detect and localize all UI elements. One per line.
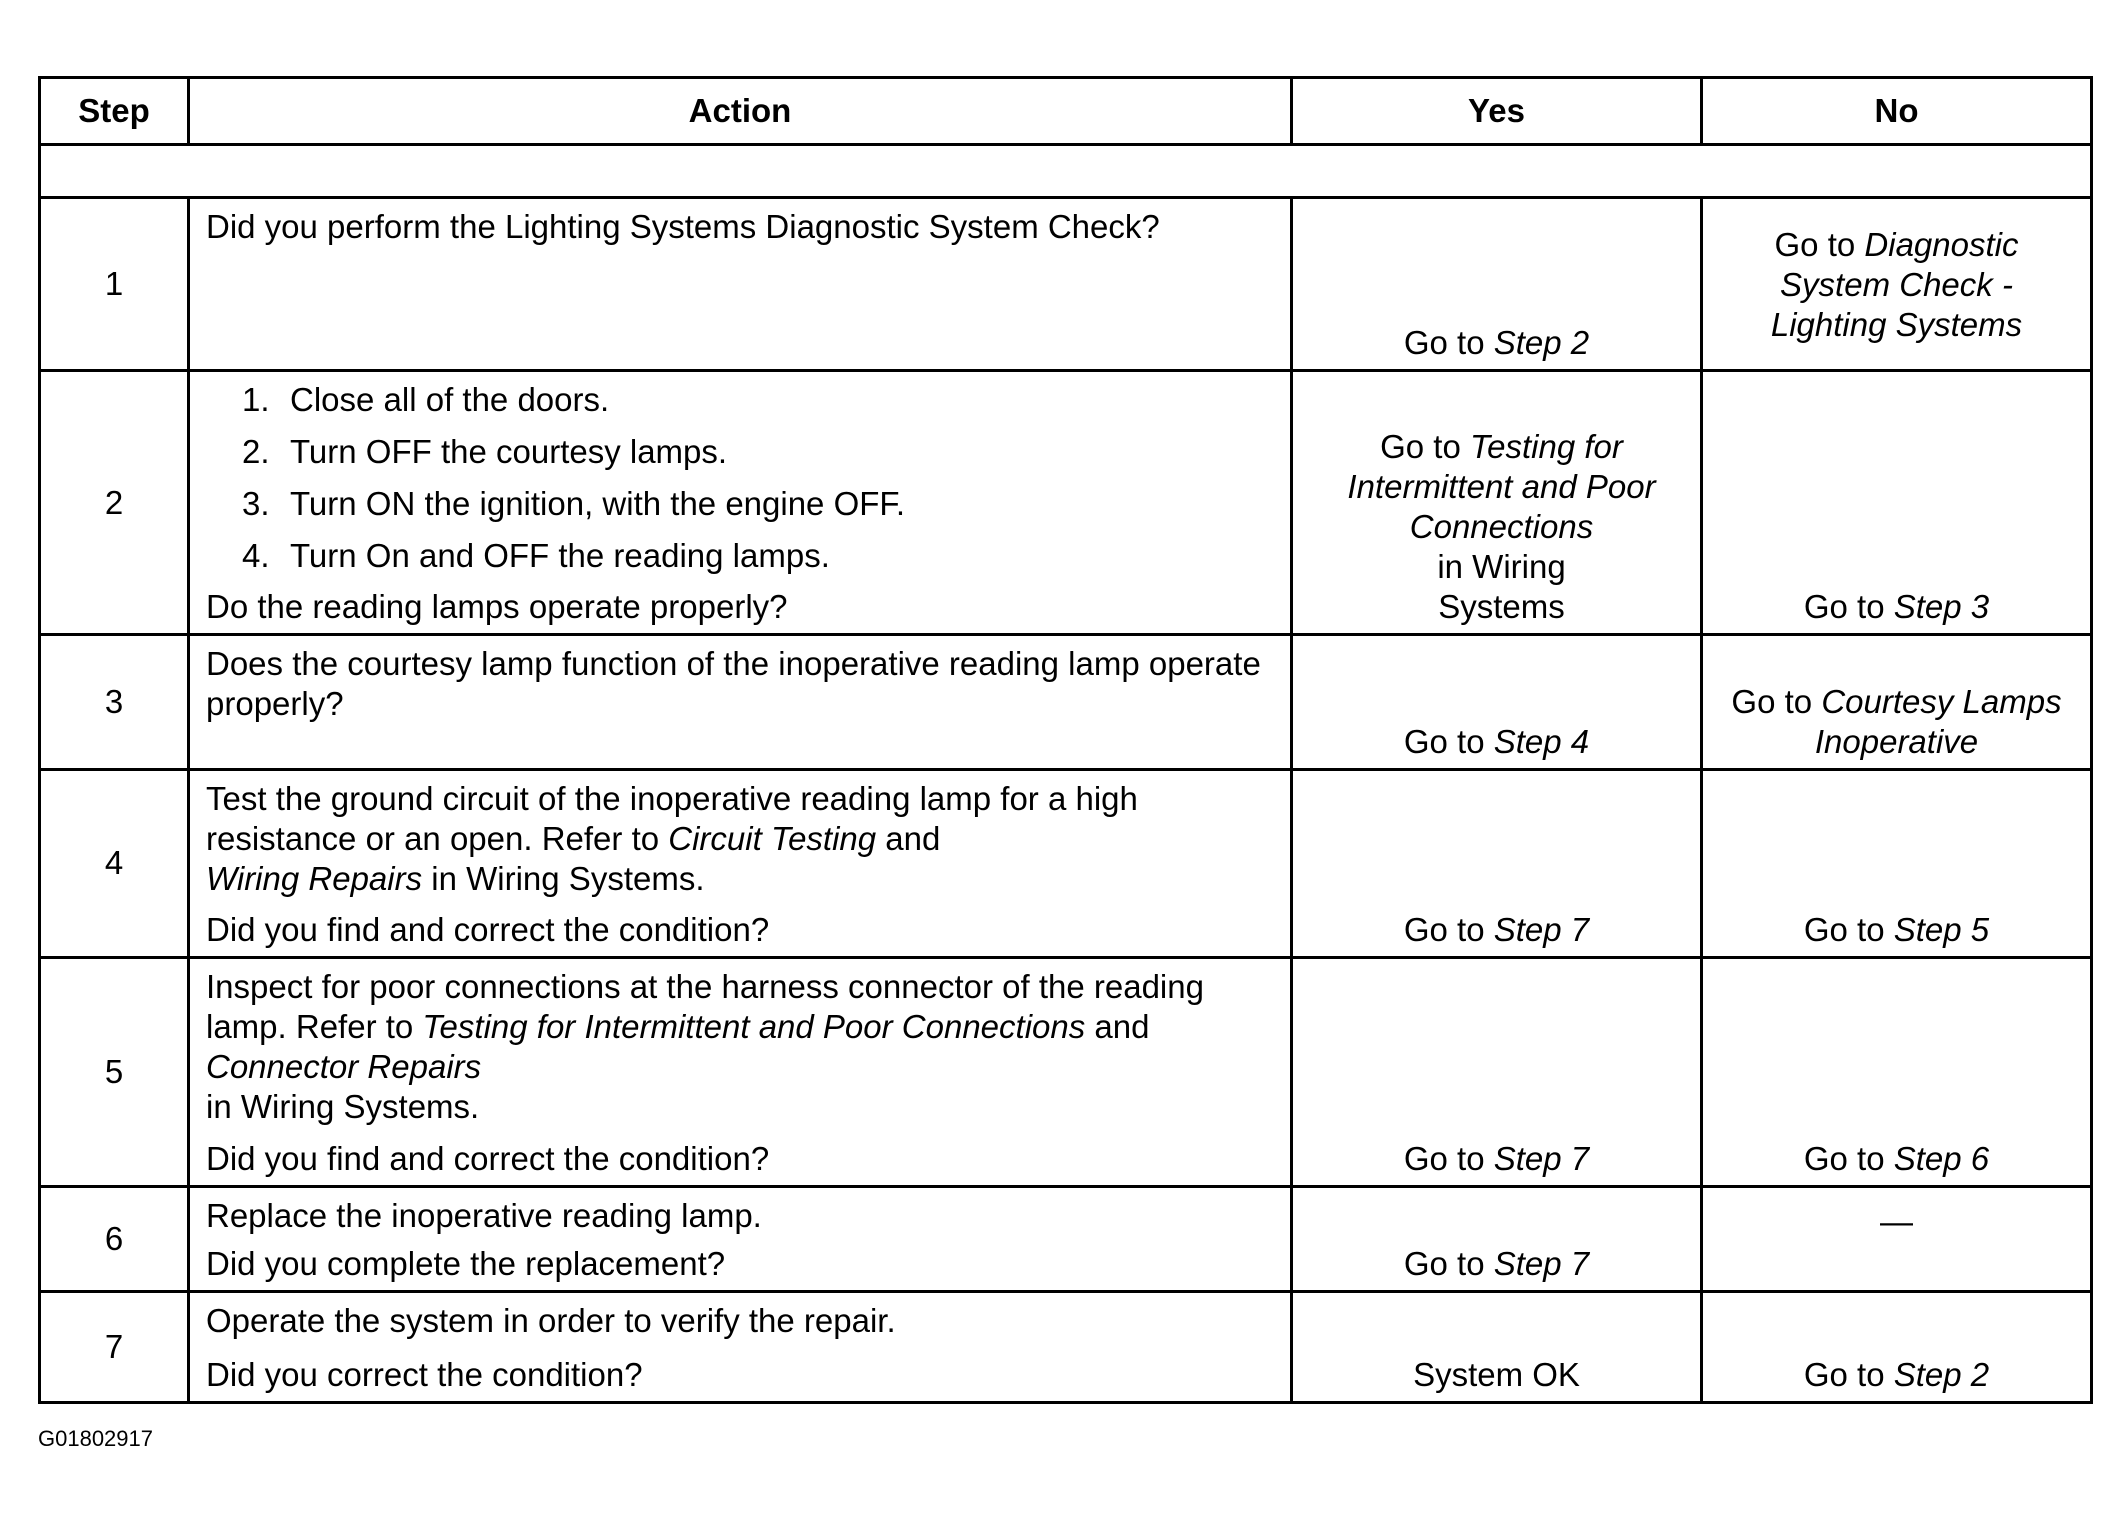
step-number: 5 bbox=[40, 957, 189, 1186]
procedure-item: 3. Turn ON the ignition, with the engine OFF. bbox=[242, 484, 906, 522]
no-prefix: Go to bbox=[1803, 1356, 1894, 1393]
table-row bbox=[40, 198, 2092, 371]
no-cell bbox=[1702, 1291, 2092, 1402]
table-row bbox=[40, 1291, 2092, 1402]
table-row bbox=[40, 1186, 2092, 1291]
no-link: Step 3 bbox=[1893, 588, 1990, 626]
action-question: Did you complete the replacement? bbox=[206, 1244, 726, 1282]
action-text: Replace the inoperative reading lamp. bbox=[206, 1196, 762, 1234]
yes-prefix: Go to bbox=[1403, 323, 1494, 361]
yes-prefix: Go to bbox=[1403, 910, 1494, 948]
yes-prefix: Go to bbox=[1380, 428, 1470, 466]
action-cell bbox=[189, 769, 1292, 957]
yes-cell bbox=[1292, 198, 1702, 371]
table-row bbox=[40, 370, 2092, 635]
action-text: Did you perform the Lighting Systems Diagnostic System Check? bbox=[206, 208, 1160, 246]
yes-link: Testing for Intermittent and Poor Connections bbox=[1347, 428, 1656, 546]
action-text: Test the ground circuit of the inoperative reading lamp for a high resistance or an open. Refer to Circuit Testing and Wiring Repairs in Wiring Systems. bbox=[206, 779, 1138, 897]
procedure-item: 2. Turn OFF the courtesy lamps. bbox=[242, 432, 728, 470]
table-row bbox=[40, 635, 2092, 769]
action-cell bbox=[189, 198, 1292, 371]
step-number: 4 bbox=[40, 769, 189, 957]
step-number: 3 bbox=[40, 635, 189, 769]
yes-link: Step 7 bbox=[1493, 910, 1590, 948]
no-cell bbox=[1702, 370, 2092, 635]
no-link: Step 2 bbox=[1893, 1356, 1990, 1393]
step-number: 2 bbox=[40, 370, 189, 635]
yes-cell bbox=[1292, 769, 1702, 957]
yes-prefix: Go to bbox=[1403, 1139, 1494, 1177]
action-cell bbox=[189, 1186, 1292, 1291]
no-cell bbox=[1702, 635, 2092, 769]
no-cell bbox=[1702, 198, 2092, 371]
no-link: Step 5 bbox=[1893, 910, 1990, 948]
yes-link: Step 2 bbox=[1493, 323, 1590, 361]
procedure-item: 1. Close all of the doors. bbox=[242, 380, 610, 418]
procedure-list bbox=[206, 374, 1274, 582]
action-question: Did you find and correct the condition? bbox=[206, 1139, 770, 1177]
header-no: No bbox=[1702, 78, 2092, 145]
diagnostic-table bbox=[38, 76, 2093, 1404]
yes-link: Step 7 bbox=[1493, 1139, 1590, 1177]
reference-link: Wiring Repairs bbox=[206, 859, 423, 897]
no-cell bbox=[1702, 769, 2092, 957]
no-prefix: Go to bbox=[1774, 226, 1865, 263]
yes-prefix: Go to bbox=[1403, 722, 1494, 760]
step-number: 1 bbox=[40, 198, 189, 371]
reference-link: Circuit Testing bbox=[668, 819, 877, 857]
action-text: Inspect for poor connections at the harness connector of the reading lamp. Refer to Testing for Intermittent and Poor Connections and Connector Repairs in Wiring Systems. bbox=[206, 967, 1204, 1125]
blank-row bbox=[40, 144, 2092, 198]
action-question: Did you find and correct the condition? bbox=[206, 910, 770, 948]
procedure-item: 4. Turn On and OFF the reading lamps. bbox=[242, 536, 830, 574]
action-cell bbox=[189, 1291, 1292, 1402]
no-prefix: Go to bbox=[1803, 1139, 1894, 1177]
action-question: Did you correct the condition? bbox=[206, 1356, 643, 1393]
step-number: 7 bbox=[40, 1291, 189, 1402]
no-link: Diagnostic System Check - Lighting Systems bbox=[1770, 226, 2023, 343]
no-prefix: Go to bbox=[1731, 682, 1822, 720]
yes-cell bbox=[1292, 1186, 1702, 1291]
yes-cell bbox=[1292, 957, 1702, 1186]
header-step: Step bbox=[40, 78, 189, 145]
no-link: Step 6 bbox=[1893, 1139, 1990, 1177]
action-question: Do the reading lamps operate properly? bbox=[206, 588, 788, 626]
action-cell bbox=[189, 370, 1292, 635]
reference-link: Connector Repairs bbox=[206, 1047, 482, 1085]
reference-link: Testing for Intermittent and Poor Connections bbox=[422, 1007, 1086, 1045]
yes-suffix: in Wiring Systems bbox=[1437, 548, 1566, 626]
yes-link: Step 4 bbox=[1493, 722, 1590, 760]
no-link: Courtesy Lamps Inoperative bbox=[1814, 682, 2062, 760]
blank-cell bbox=[40, 144, 2092, 198]
no-cell bbox=[1702, 1186, 2092, 1291]
action-cell bbox=[189, 635, 1292, 769]
no-prefix: Go to bbox=[1803, 588, 1894, 626]
yes-link: Step 7 bbox=[1493, 1244, 1590, 1282]
header-action: Action bbox=[189, 78, 1292, 145]
yes-cell bbox=[1292, 635, 1702, 769]
table-row bbox=[40, 957, 2092, 1186]
no-dash: — bbox=[1880, 1202, 1913, 1240]
table-row bbox=[40, 769, 2092, 957]
yes-cell bbox=[1292, 370, 1702, 635]
action-text: Operate the system in order to verify the repair. bbox=[206, 1301, 896, 1339]
no-cell bbox=[1702, 957, 2092, 1186]
figure-id: G01802917 bbox=[38, 1426, 153, 1451]
header-row bbox=[40, 78, 2092, 145]
no-prefix: Go to bbox=[1803, 910, 1894, 948]
yes-prefix: Go to bbox=[1403, 1244, 1494, 1282]
action-text: Does the courtesy lamp function of the inoperative reading lamp operate properly? bbox=[206, 645, 1261, 723]
header-yes: Yes bbox=[1292, 78, 1702, 145]
action-cell bbox=[189, 957, 1292, 1186]
yes-text: System OK bbox=[1413, 1356, 1580, 1393]
step-number: 6 bbox=[40, 1186, 189, 1291]
yes-cell bbox=[1292, 1291, 1702, 1402]
